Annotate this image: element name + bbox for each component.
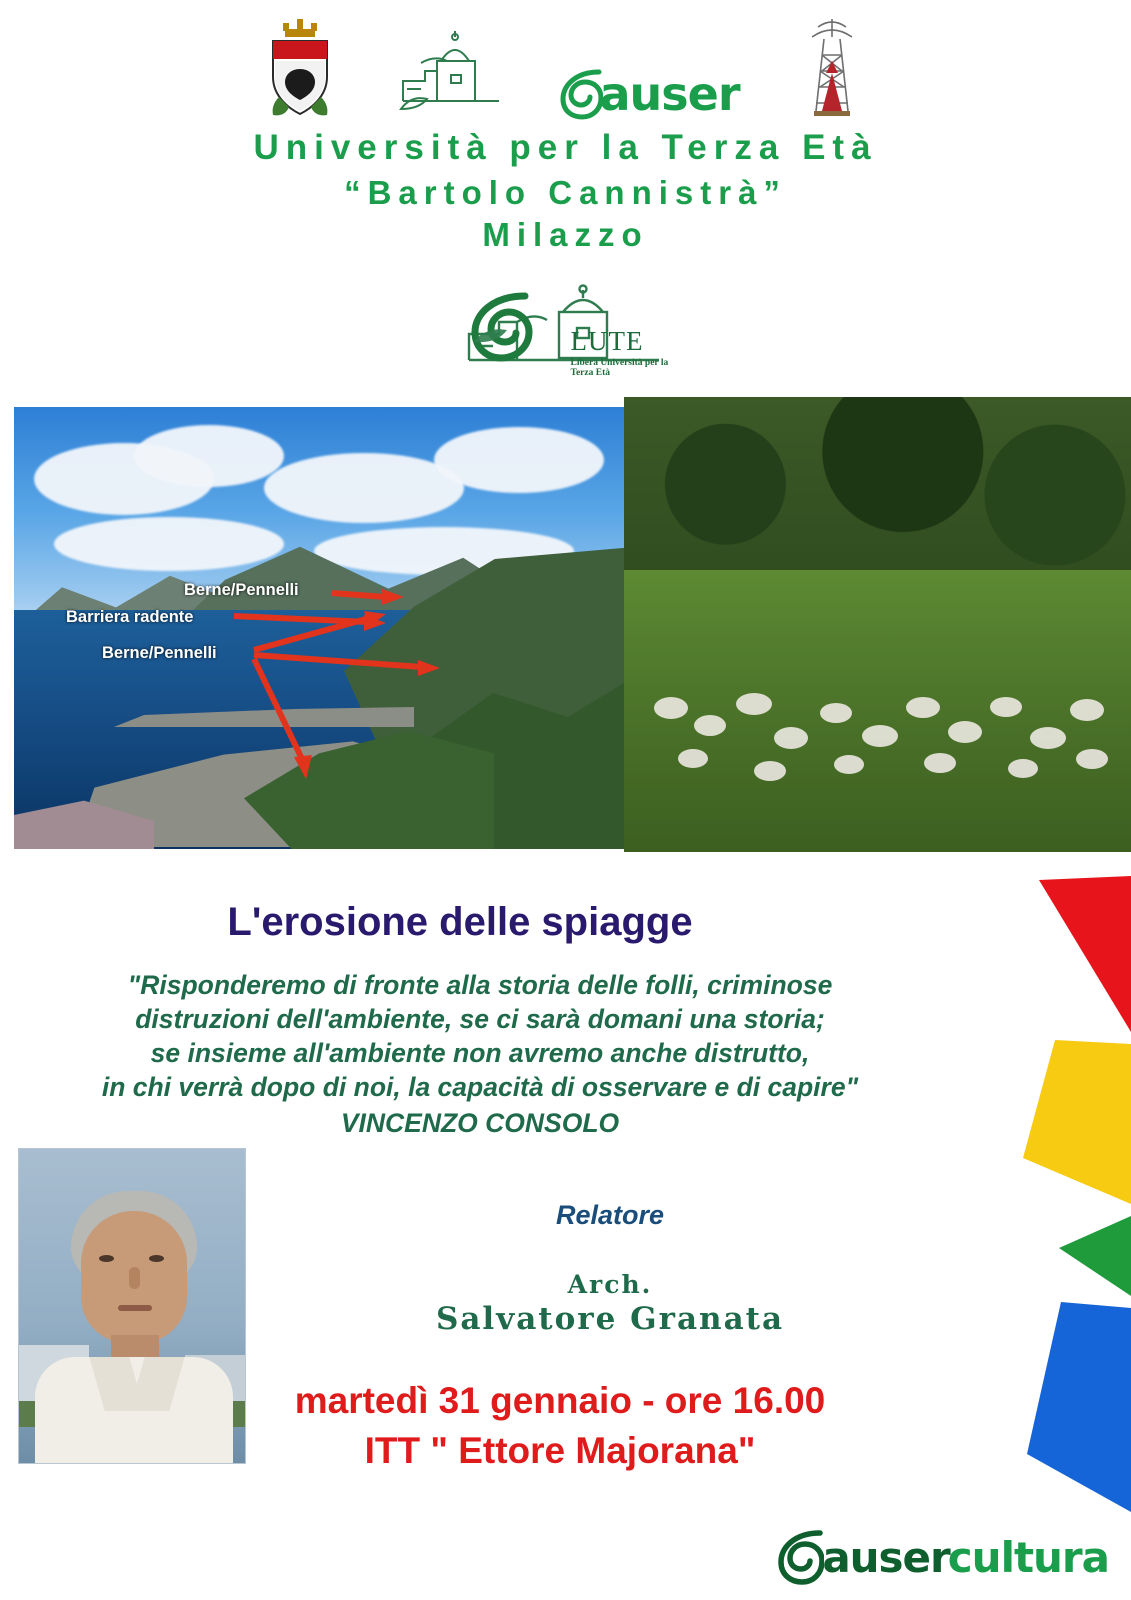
auser-wordmark: auser bbox=[599, 67, 740, 121]
radio-tower-logo bbox=[796, 15, 868, 124]
sheep bbox=[654, 697, 688, 719]
title-line-1: Università per la Terza Età bbox=[253, 128, 878, 167]
title-line-3: Milazzo bbox=[482, 216, 649, 253]
annotation-label-3: Berne/Pennelli bbox=[102, 644, 217, 662]
footer-word-cultura: cultura bbox=[947, 1532, 1109, 1582]
sheep bbox=[754, 761, 786, 781]
portrait-mouth bbox=[118, 1305, 152, 1311]
annotation-arrows bbox=[14, 407, 624, 849]
sheep bbox=[862, 725, 898, 747]
sheep bbox=[774, 727, 808, 749]
quote-line-2: distruzioni dell'ambiente, se ci sarà domani una storia; bbox=[135, 1004, 825, 1034]
sheep bbox=[948, 721, 982, 743]
page-title bbox=[0, 128, 1131, 254]
sheep bbox=[694, 715, 726, 736]
speaker-portrait bbox=[18, 1148, 246, 1464]
lute-dome-outline-logo bbox=[393, 27, 503, 124]
sheep-hillside-photo bbox=[624, 397, 1131, 852]
event-datetime: martedì 31 gennaio - ore 16.00 bbox=[294, 1380, 826, 1421]
annotation-label-1: Berne/Pennelli bbox=[184, 581, 299, 599]
event-venue: ITT " Ettore Majorana" bbox=[364, 1430, 756, 1471]
decorative-chevrons bbox=[931, 872, 1131, 1512]
footer-word-auser: auser bbox=[822, 1532, 950, 1582]
speaker-role-label: Relatore bbox=[555, 1200, 665, 1230]
sheep bbox=[1008, 759, 1038, 778]
portrait-nose bbox=[129, 1267, 140, 1289]
speaker-name: Salvatore Granata bbox=[435, 1301, 785, 1337]
sheep bbox=[834, 755, 864, 774]
event-schedule bbox=[180, 1376, 940, 1476]
sheep bbox=[906, 697, 940, 718]
lute-acronym: LUTE bbox=[570, 326, 644, 356]
event-quote bbox=[30, 968, 930, 1140]
speaker-block bbox=[290, 1270, 930, 1337]
sheep bbox=[678, 749, 708, 768]
comune-crest-logo bbox=[263, 15, 337, 124]
event-headline: L'erosione delle spiagge bbox=[227, 900, 693, 944]
quote-author: VINCENZO CONSOLO bbox=[340, 1108, 620, 1138]
annotation-label-2: Barriera radente bbox=[66, 608, 194, 626]
hillside-grass bbox=[624, 570, 1131, 852]
quote-line-3: se insieme all'ambiente non avremo anche distrutto, bbox=[150, 1038, 810, 1068]
coast-erosion-photo bbox=[14, 407, 624, 849]
sheep bbox=[820, 703, 852, 723]
portrait-eye bbox=[149, 1255, 164, 1262]
lute-subtitle: Libera Università per la Terza Età bbox=[570, 358, 669, 378]
quote-line-1: "Risponderemo di fronte alla storia delle folli, criminose bbox=[127, 970, 833, 1000]
lute-logo-text bbox=[571, 326, 681, 378]
title-line-2: “Bartolo Cannistrà” bbox=[344, 174, 787, 211]
speaker-title: Arch. bbox=[567, 1270, 653, 1299]
auser-logo bbox=[559, 64, 739, 124]
sheep bbox=[1076, 749, 1108, 769]
portrait-eye bbox=[99, 1255, 114, 1262]
lute-logo bbox=[451, 272, 681, 390]
quote-line-4: in chi verrà dopo di noi, la capacità di osservare e di capire" bbox=[101, 1072, 859, 1102]
photo-band bbox=[0, 397, 1131, 852]
header-logo-row bbox=[0, 14, 1131, 124]
sheep bbox=[1070, 699, 1104, 721]
sheep bbox=[990, 697, 1022, 717]
sheep bbox=[924, 753, 956, 773]
sheep bbox=[1030, 727, 1066, 749]
sheep bbox=[736, 693, 772, 715]
auser-cultura-logo bbox=[776, 1528, 1109, 1586]
